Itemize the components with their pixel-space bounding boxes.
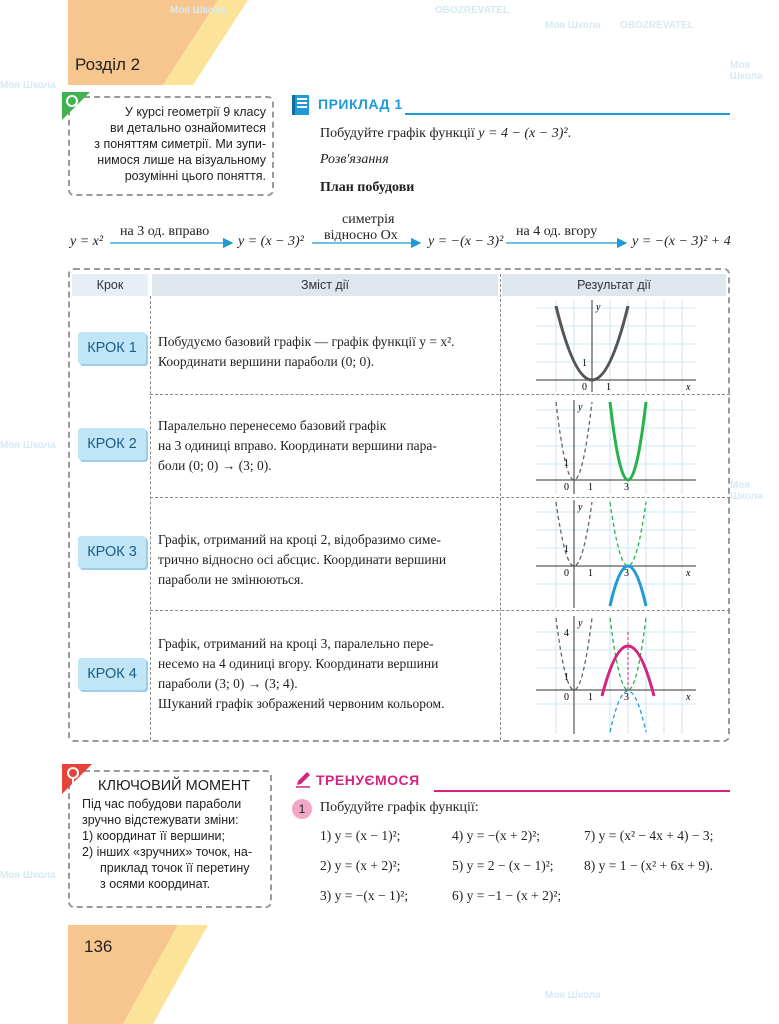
example-task: Побудуйте графік функції y = 4 − (x − 3)². <box>320 126 572 141</box>
tick-label-zero: 0 <box>564 692 569 703</box>
watermark: OBOZREVATEL <box>620 20 695 31</box>
tick-label-one-y: 1 <box>564 544 569 555</box>
watermark: Моя Школа <box>730 480 763 502</box>
axis-label-x: x <box>686 382 691 392</box>
watermark: OBOZREVATEL <box>435 5 510 16</box>
axis-label-x: x <box>686 568 691 579</box>
tick-label-one: 1 <box>588 692 593 703</box>
exercise-item-1: 1) y = (x − 1)²; <box>320 828 401 843</box>
exercise-number: 1 <box>292 799 312 819</box>
axis-label-y: y <box>578 402 583 413</box>
exercise-item-5: 5) y = 2 − (x − 1)²; <box>452 858 554 873</box>
graph-step-3 <box>536 500 696 608</box>
step-4-badge: КРОК 4 <box>78 658 146 690</box>
tick-label-one: 1 <box>588 482 593 493</box>
watermark: Моя Школа <box>0 440 56 451</box>
step-4-text: Графік, отриманий на кроці 3, паралельно пере- несемо на 4 одиниці вгору. Координати вершини параболи (3; 0) → (3; 4). Шуканий графік зображений червоним кольором. <box>158 636 445 711</box>
exercise-task: Побудуйте графік функції: <box>320 800 479 815</box>
step-2-badge: КРОК 2 <box>78 428 146 460</box>
exercises-rule <box>434 790 730 792</box>
step-1-text: Побудуємо базовий графік — графік функції y = x². Координати вершини параболи (0; 0). <box>158 334 455 369</box>
exercise-item-8: 8) y = 1 − (x² + 6x + 9). <box>584 858 713 873</box>
key-moment-title: КЛЮЧОВИЙ МОМЕНТ <box>98 778 251 794</box>
tick-label-three: 3 <box>624 568 629 579</box>
tick-label-zero: 0 <box>582 382 587 392</box>
tick-label-one: 1 <box>606 382 611 392</box>
graph-step-4 <box>536 616 696 734</box>
tick-label-one-y: 1 <box>582 358 587 369</box>
watermark: Моя Школа <box>0 870 56 881</box>
tick-label-zero: 0 <box>564 482 569 493</box>
chain-arrow-label-2a: симетрія <box>342 212 395 227</box>
table-header-result: Результат дії <box>502 274 726 296</box>
axis-label-y: y <box>578 502 583 513</box>
tick-label-one-y: 1 <box>564 672 569 683</box>
exercise-item-7: 7) y = (x² − 4x + 4) − 3; <box>584 828 714 843</box>
solution-label: Розв'язання <box>320 152 389 167</box>
exercise-item-4: 4) y = −(x + 2)²; <box>452 828 541 843</box>
exercise-item-6: 6) y = −1 − (x + 2)²; <box>452 888 562 903</box>
exercise-item-2: 2) y = (x + 2)²; <box>320 858 401 873</box>
chain-arrow-label-2b: відносно Ox <box>324 228 398 243</box>
table-row-divider <box>150 394 730 395</box>
chain-formula-1: y = x² <box>70 234 104 249</box>
tick-label-three: 3 <box>624 692 629 703</box>
table-row-divider <box>150 610 730 611</box>
chain-formula-2: y = (x − 3)² <box>238 234 304 249</box>
watermark: Моя Школа <box>545 20 601 31</box>
example-rule <box>405 113 730 115</box>
pencil-icon <box>294 770 312 788</box>
step-3-text: Графік, отриманий на кроці 2, відобразимо симе- трично відносно осі абсцис. Координати вершини параболи не змінюються. <box>158 532 447 587</box>
table-header-step: Крок <box>72 274 148 296</box>
exercise-item-3: 3) y = −(x − 1)²; <box>320 888 409 903</box>
chapter-label: Розділ 2 <box>75 55 141 74</box>
tick-label-one-y: 1 <box>564 458 569 469</box>
watermark: Моя Школа <box>730 60 763 82</box>
key-moment-text: Під час побудови параболи зручно відстежувати зміни: 1) координат її вершини; 2) інших «зручних» точок, на- приклад точок її перетину з осями координат. <box>82 797 252 891</box>
pin-icon <box>62 764 92 794</box>
tick-label-zero: 0 <box>564 568 569 579</box>
watermark: Моя Школа <box>545 990 601 1001</box>
axis-label-y: y <box>578 618 583 629</box>
chain-formula-3: y = −(x − 3)² <box>428 234 504 249</box>
tick-label-four: 4 <box>564 628 569 639</box>
watermark: Моя Школа <box>170 5 226 16</box>
step-3-badge: КРОК 3 <box>78 536 146 568</box>
page-number: 136 <box>84 937 113 956</box>
watermark: Моя Школа <box>0 80 56 91</box>
exercises-title: ТРЕНУЄМОСЯ <box>316 772 420 788</box>
table-row-divider <box>150 497 730 498</box>
chain-arrows <box>0 222 779 262</box>
tick-label-three: 3 <box>624 482 629 493</box>
chain-arrow-label-3: на 4 од. вгору <box>516 224 598 239</box>
example-title: ПРИКЛАД 1 <box>318 96 403 112</box>
chain-arrow-label-1: на 3 од. вправо <box>120 224 210 239</box>
step-1-badge: КРОК 1 <box>78 332 146 364</box>
graph-step-1 <box>536 300 696 392</box>
graph-step-2 <box>536 400 696 494</box>
table-header-content: Зміст дії <box>152 274 498 296</box>
step-2-text: Паралельно перенесемо базовий графік на 3 одиниці вправо. Координати вершини пара- боли (0; 0) → (3; 0). <box>158 418 437 473</box>
side-note-text: У курсі геометрії 9 класу ви детально ознайомитеся з поняттям симетрії. Ми зупи- нимося лише на візуальному розумінні цього поняття. <box>94 105 266 183</box>
plan-label: План побудови <box>320 180 415 195</box>
book-icon <box>292 94 312 116</box>
axis-label-x: x <box>686 692 691 703</box>
chain-formula-4: y = −(x − 3)² + 4 <box>632 234 731 249</box>
axis-label-y: y <box>596 302 601 313</box>
table-column-divider <box>150 296 151 740</box>
tick-label-one: 1 <box>588 568 593 579</box>
